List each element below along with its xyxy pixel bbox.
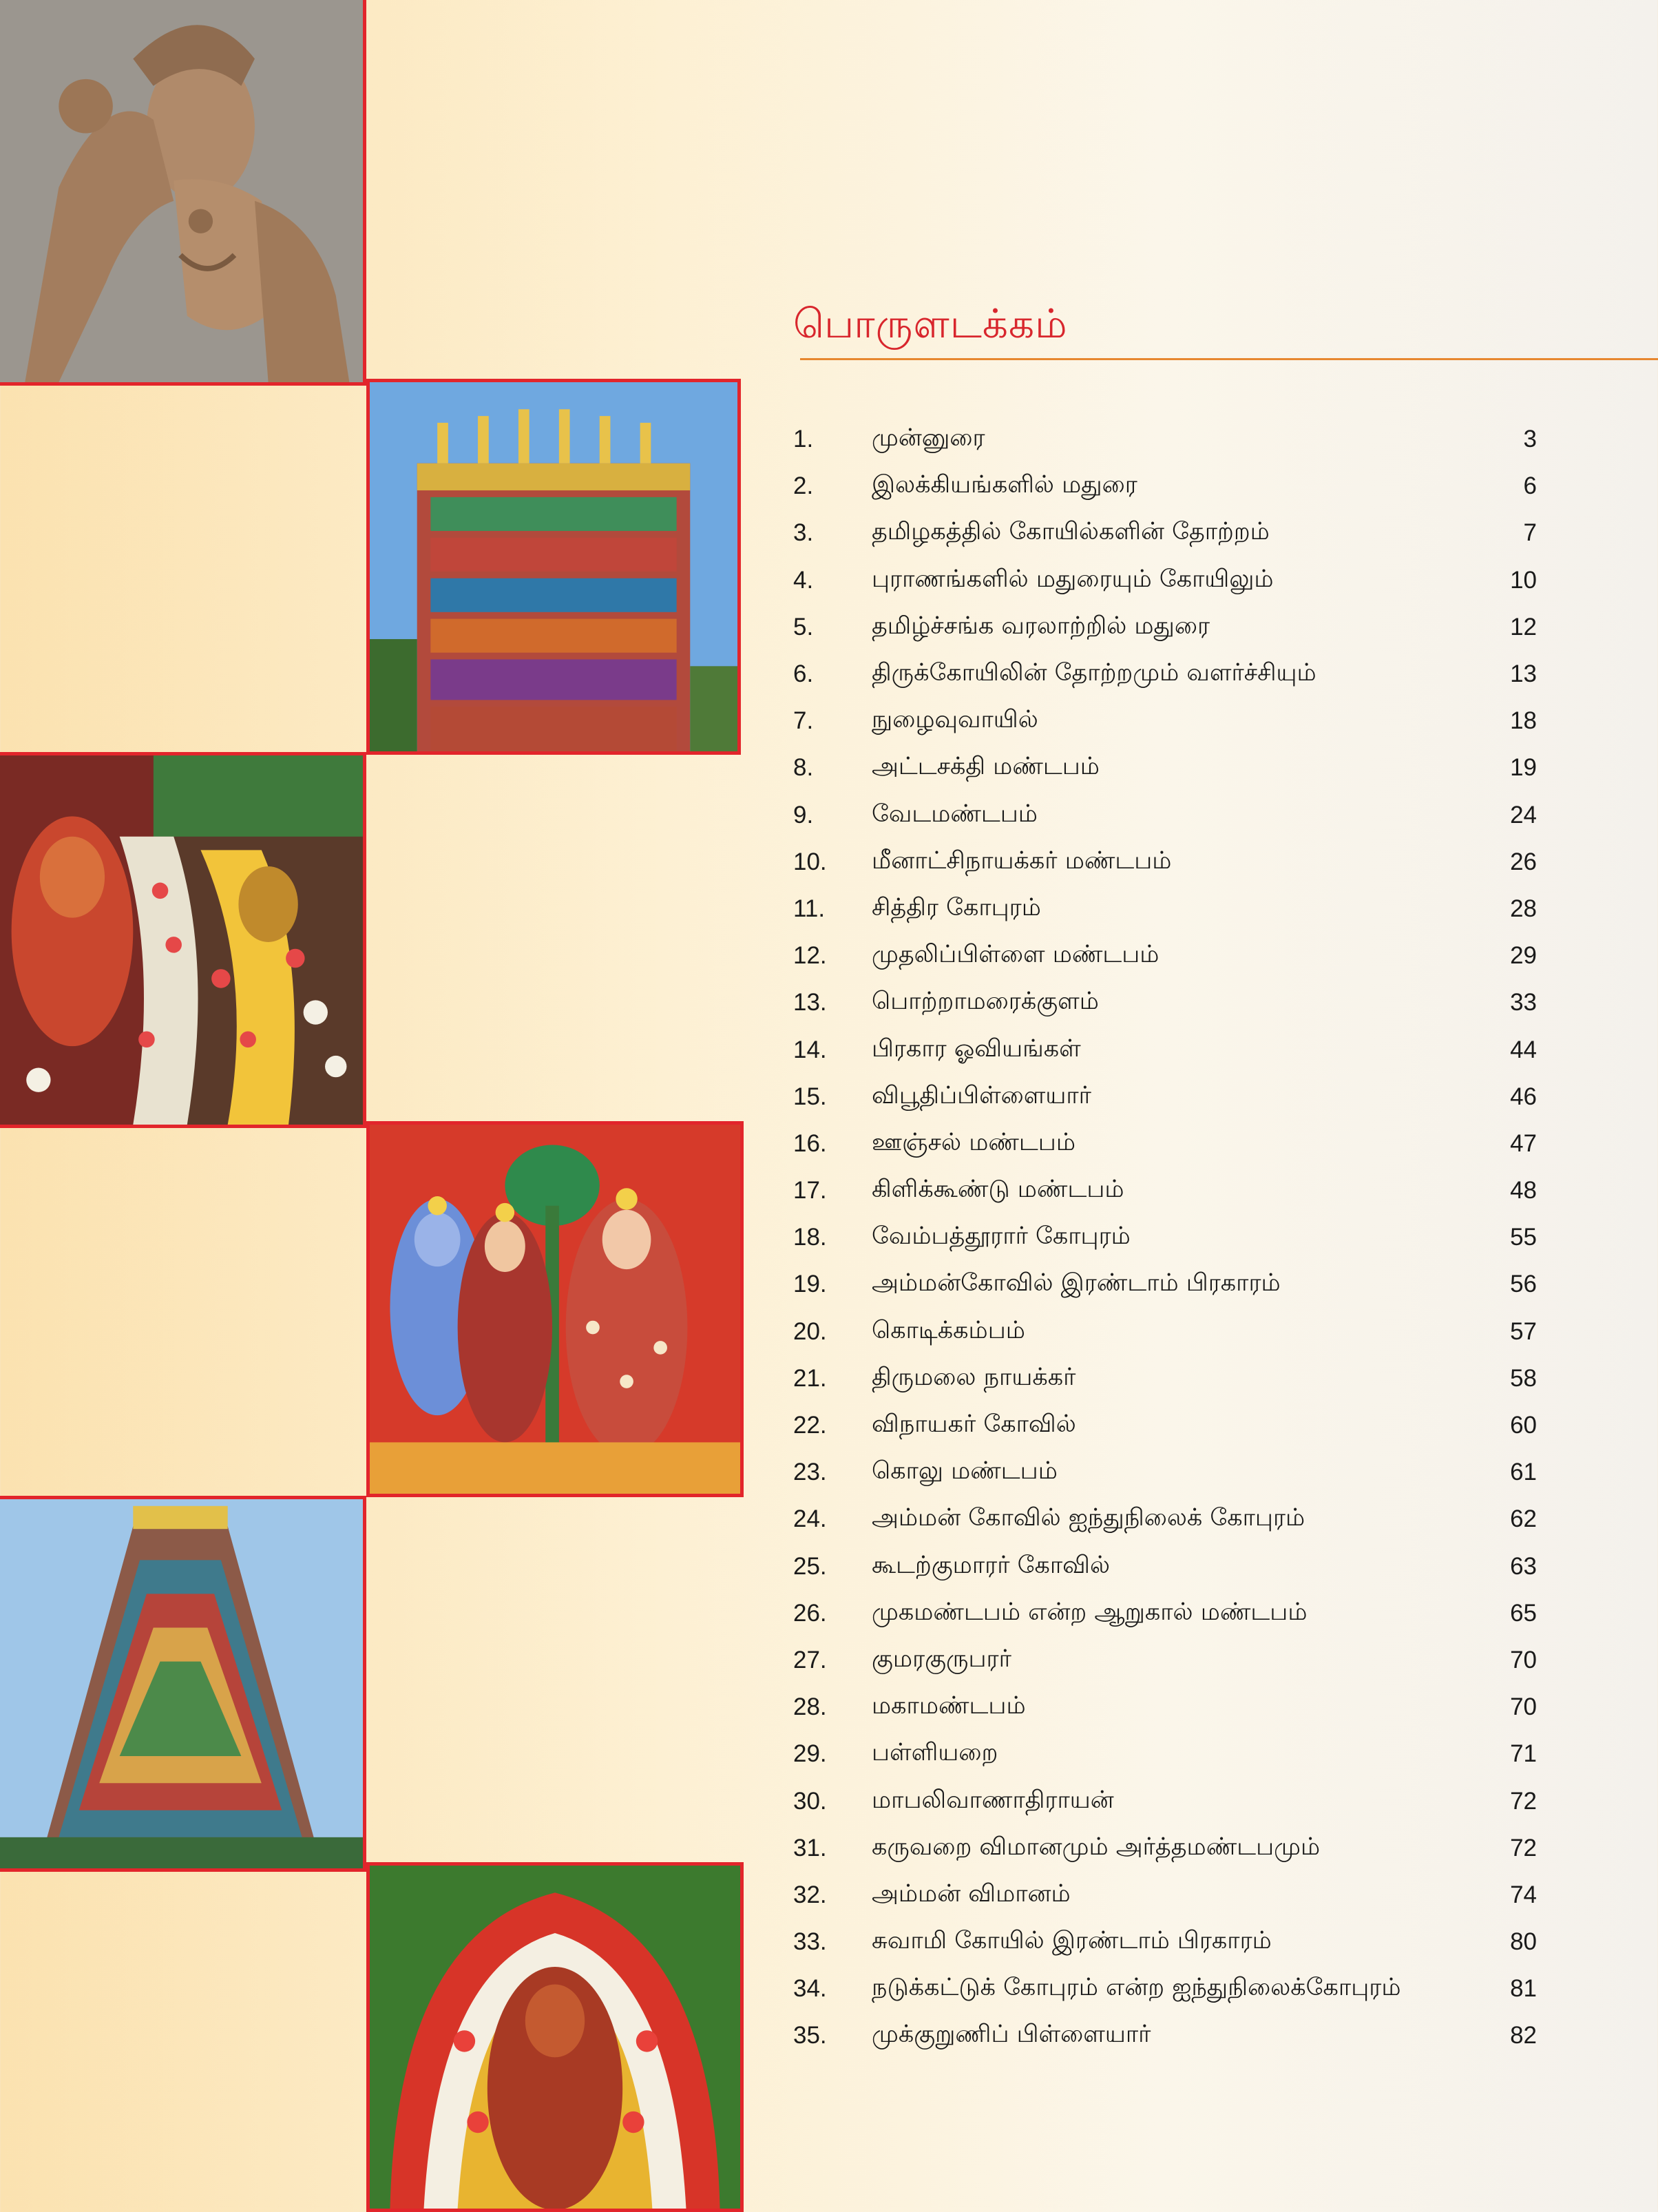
toc-entry: [793, 839, 1537, 886]
toc-entry-page-number: 74: [1510, 1881, 1537, 1908]
toc-entry: [793, 651, 1537, 698]
toc-entry-title: ஊஞ்சல் மண்டபம்: [872, 1128, 1075, 1156]
toc-entry-number: 30.: [793, 1787, 827, 1815]
toc-entry: [793, 1120, 1537, 1167]
toc-entry-number: 11.: [793, 895, 826, 922]
toc-entry: [793, 1777, 1537, 1824]
toc-entry: [793, 557, 1537, 604]
toc-entry-title: திருக்கோயிலின் தோற்றமும் வளர்ச்சியும்: [872, 659, 1316, 687]
toc-entry-title: அம்மன் கோவில் ஐந்துநிலைக் கோபுரம்: [872, 1504, 1305, 1532]
toc-entry-page-number: 81: [1510, 1975, 1537, 2003]
toc-entry-number: 22.: [793, 1412, 827, 1439]
toc-entry-page-number: 26: [1510, 848, 1537, 875]
toc-entry-page-number: 6: [1523, 472, 1537, 500]
toc-entry: [793, 604, 1537, 651]
toc-entry-number: 10.: [793, 848, 827, 875]
toc-entry-title: கொடிக்கம்பம்: [872, 1316, 1025, 1344]
toc-entry-title: கொலு மண்டபம்: [872, 1457, 1058, 1485]
toc-entry-page-number: 82: [1510, 2022, 1537, 2049]
toc-entry-page-number: 10: [1510, 566, 1537, 594]
toc-entry: [793, 698, 1537, 744]
toc-entry-title: விநாயகர் கோவில்: [872, 1410, 1076, 1439]
toc-entry-title: மகாமண்டபம்: [872, 1692, 1026, 1720]
toc-entry-number: 20.: [793, 1317, 827, 1345]
toc-entry-number: 2.: [793, 472, 814, 500]
toc-entry-number: 3.: [793, 519, 814, 547]
toc-entry-page-number: 80: [1510, 1928, 1537, 1956]
toc-entry-number: 23.: [793, 1459, 827, 1486]
toc-entry-title: திருமலை நாயக்கர்: [872, 1363, 1076, 1391]
toc-entry-page-number: 7: [1523, 519, 1537, 547]
toc-entry: [793, 1355, 1537, 1402]
toc-list: [793, 416, 1537, 2060]
toc-entry-page-number: 71: [1510, 1740, 1537, 1768]
toc-entry-page-number: 44: [1510, 1036, 1537, 1063]
toc-entry-title: நடுக்கட்டுக் கோபுரம் என்ற ஐந்துநிலைக்கோபுரம்: [872, 1974, 1401, 2002]
toc-entry-page-number: 57: [1510, 1317, 1537, 1345]
toc-entry-title: கருவறை விமானமும் அர்த்தமண்டபமும்: [872, 1833, 1321, 1861]
toc-entry-page-number: 46: [1510, 1083, 1537, 1110]
toc-entry-number: 12.: [793, 942, 827, 970]
tall-gopuram-photo: [0, 1496, 366, 1872]
toc-entry-title: பள்ளியறை: [872, 1739, 998, 1767]
toc-entry-page-number: 28: [1510, 895, 1537, 922]
toc-entry-number: 8.: [793, 754, 814, 782]
toc-entry: [793, 886, 1537, 932]
toc-entry-number: 18.: [793, 1224, 827, 1251]
toc-entry-title: கிளிக்கூண்டு மண்டபம்: [872, 1176, 1124, 1204]
toc-entry: [793, 1825, 1537, 1872]
temple-gopuram-photo: [366, 379, 741, 755]
toc-entry-title: முகமண்டபம் என்ற ஆறுகால் மண்டபம்: [872, 1598, 1308, 1626]
toc-entry: [793, 1167, 1537, 1214]
toc-entry: [793, 1684, 1537, 1731]
toc-entry-title: நுழைவுவாயில்: [872, 706, 1038, 734]
toc-entry: [793, 1214, 1537, 1261]
toc-entry-title: வேம்பத்தூரார் கோபுரம்: [872, 1222, 1131, 1251]
toc-entry: [793, 416, 1537, 463]
toc-entry-number: 24.: [793, 1505, 827, 1533]
toc-entry-number: 27.: [793, 1646, 827, 1673]
toc-title-underline: [800, 358, 1658, 360]
toc-entry-number: 14.: [793, 1036, 827, 1063]
toc-entry-page-number: 60: [1510, 1412, 1537, 1439]
toc-entry-page-number: 72: [1510, 1787, 1537, 1815]
toc-entry-page-number: 24: [1510, 801, 1537, 828]
toc-entry-title: மீனாட்சிநாயக்கர் மண்டபம்: [872, 846, 1172, 875]
toc-entry-number: 28.: [793, 1693, 827, 1721]
toc-entry: [793, 932, 1537, 979]
toc-entry-number: 21.: [793, 1364, 827, 1392]
toc-entry-page-number: 33: [1510, 989, 1537, 1016]
toc-entry-page-number: 13: [1510, 660, 1537, 688]
toc-entry-title: புராணங்களில் மதுரையும் கோயிலும்: [872, 565, 1274, 593]
toc-entry-title: முன்னுரை: [872, 424, 985, 452]
toc-entry-number: 9.: [793, 801, 814, 828]
toc-entry-number: 16.: [793, 1129, 827, 1157]
toc-entry-title: அம்மன் விமானம்: [872, 1879, 1071, 1908]
toc-entry: [793, 1449, 1537, 1496]
toc-entry: [793, 792, 1537, 839]
toc-entry: [793, 1402, 1537, 1449]
toc-entry: [793, 1731, 1537, 1777]
toc-entry: [793, 744, 1537, 791]
toc-entry-title: அட்டசக்தி மண்டபம்: [872, 753, 1100, 781]
toc-entry-number: 25.: [793, 1552, 827, 1580]
toc-entry-title: தமிழ்ச்சங்க வரலாற்றில் மதுரை: [872, 612, 1210, 640]
toc-entry: [793, 1872, 1537, 1919]
stone-sculpture-photo: [0, 0, 366, 386]
toc-entry-page-number: 12: [1510, 613, 1537, 640]
toc-entry-page-number: 65: [1510, 1599, 1537, 1627]
toc-entry-title: குமரகுருபரர்: [872, 1645, 1011, 1673]
toc-entry-page-number: 56: [1510, 1271, 1537, 1298]
toc-entry-number: 33.: [793, 1928, 827, 1956]
toc-entry: [793, 1965, 1537, 2012]
toc-entry-number: 4.: [793, 566, 814, 594]
toc-entry-title: முதலிப்பிள்ளை மண்டபம்: [872, 941, 1159, 969]
toc-entry-page-number: 3: [1523, 426, 1537, 453]
toc-title: பொருளடக்கம்: [793, 300, 1068, 347]
toc-entry-title: முக்குறுணிப் பிள்ளையார்: [872, 2021, 1151, 2049]
toc-entry: [793, 1590, 1537, 1637]
toc-entry-number: 35.: [793, 2022, 827, 2049]
toc-entry-number: 15.: [793, 1083, 827, 1110]
toc-entry-page-number: 70: [1510, 1646, 1537, 1673]
toc-entry-title: இலக்கியங்களில் மதுரை: [872, 471, 1137, 499]
toc-entry-page-number: 29: [1510, 942, 1537, 970]
toc-entry-number: 19.: [793, 1271, 827, 1298]
toc-entry-number: 26.: [793, 1599, 827, 1627]
toc-entry: [793, 1261, 1537, 1308]
toc-entry: [793, 1074, 1537, 1120]
toc-entry: [793, 979, 1537, 1026]
toc-entry-title: பொற்றாமரைக்குளம்: [872, 988, 1099, 1016]
toc-entry-number: 17.: [793, 1177, 827, 1204]
toc-entry-page-number: 61: [1510, 1459, 1537, 1486]
toc-entry-title: தமிழகத்தில் கோயில்களின் தோற்றம்: [872, 518, 1270, 546]
toc-entry-title: பிரகார ஓவியங்கள்: [872, 1034, 1081, 1063]
toc-entry-title: கூடற்குமாரர் கோவில்: [872, 1551, 1111, 1579]
flower-decorated-deity-photo: [366, 1862, 744, 2212]
toc-entry: [793, 2012, 1537, 2059]
toc-entry-page-number: 48: [1510, 1177, 1537, 1204]
toc-entry-number: 13.: [793, 989, 827, 1016]
toc-entry: [793, 510, 1537, 556]
toc-entry-page-number: 70: [1510, 1693, 1537, 1721]
toc-entry-number: 34.: [793, 1975, 827, 2003]
toc-entry-page-number: 62: [1510, 1505, 1537, 1533]
toc-entry-page-number: 72: [1510, 1834, 1537, 1861]
garlanded-deity-photo: [0, 752, 366, 1128]
toc-entry-page-number: 63: [1510, 1552, 1537, 1580]
toc-entry-number: 32.: [793, 1881, 827, 1908]
toc-entry: [793, 1496, 1537, 1543]
toc-entry: [793, 1308, 1537, 1355]
toc-entry: [793, 1543, 1537, 1590]
toc-entry-number: 7.: [793, 707, 814, 735]
toc-entry: [793, 1919, 1537, 1965]
toc-entry: [793, 1637, 1537, 1684]
toc-entry-title: சித்திர கோபுரம்: [872, 893, 1041, 921]
toc-entry-number: 29.: [793, 1740, 827, 1768]
toc-entry-title: சுவாமி கோயில் இரண்டாம் பிரகாரம்: [872, 1927, 1272, 1955]
toc-entry-title: மாபலிவாணாதிராயன்: [872, 1786, 1114, 1814]
toc-entry-page-number: 19: [1510, 754, 1537, 782]
toc-entry-page-number: 58: [1510, 1364, 1537, 1392]
toc-entry-number: 31.: [793, 1834, 827, 1861]
toc-entry-number: 6.: [793, 660, 814, 688]
toc-entry: [793, 463, 1537, 510]
toc-entry-title: விபூதிப்பிள்ளையார்: [872, 1081, 1091, 1109]
toc-entry-number: 5.: [793, 613, 814, 640]
toc-entry-title: அம்மன்கோவில் இரண்டாம் பிரகாரம்: [872, 1269, 1281, 1297]
toc-entry-page-number: 18: [1510, 707, 1537, 735]
toc-entry: [793, 1026, 1537, 1073]
divine-wedding-painting-photo: [366, 1121, 744, 1497]
toc-entry-title: வேடமண்டபம்: [872, 800, 1038, 828]
toc-entry-number: 1.: [793, 426, 814, 453]
toc-entry-page-number: 55: [1510, 1224, 1537, 1251]
toc-entry-page-number: 47: [1510, 1129, 1537, 1157]
